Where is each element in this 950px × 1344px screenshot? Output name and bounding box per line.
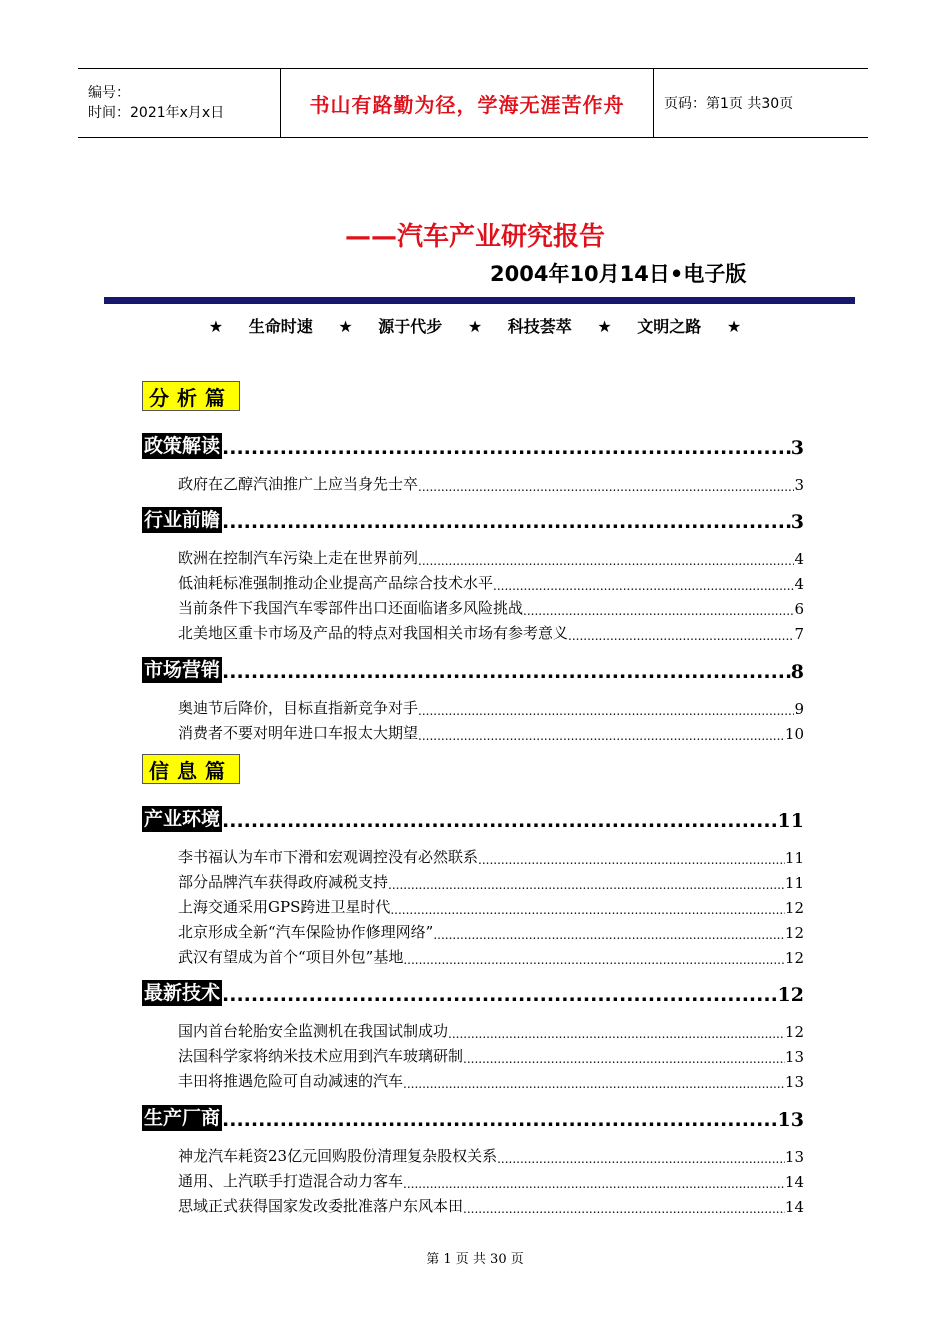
star-icon: ★ (597, 317, 612, 336)
slogan: 科技荟萃 (507, 317, 572, 336)
dot-leader (403, 1177, 785, 1191)
star-icon: ★ (467, 317, 483, 336)
dot-leader (418, 480, 794, 494)
toc-page-number: 7 (794, 625, 804, 643)
toc-entry[interactable] (178, 696, 804, 718)
toc-page-number: 12 (784, 924, 804, 942)
dot-leader (418, 554, 794, 568)
toc-page-number: 12 (784, 949, 804, 967)
toc-entry-title: 政府在乙醇汽油推广上应当身先士卒 (178, 475, 419, 493)
toc-page-number: 3 (790, 437, 804, 459)
toc-page-number: 4 (794, 575, 804, 593)
toc-entry[interactable] (178, 596, 804, 618)
toc-section[interactable] (142, 507, 804, 533)
toc-section[interactable] (142, 806, 804, 832)
toc-page-number: 13 (784, 1073, 804, 1091)
toc-entry[interactable] (178, 1044, 804, 1066)
header-page-cell (654, 69, 868, 137)
toc-page-number: 9 (794, 700, 804, 718)
toc-page-number: 3 (790, 511, 804, 533)
dot-leader (448, 1027, 785, 1041)
toc-section[interactable] (142, 657, 804, 683)
dot-leader (390, 903, 785, 917)
toc-page-number: 4 (794, 550, 804, 568)
toc-entry[interactable] (178, 945, 804, 967)
toc-entry-title: 丰田将推遇危险可自动减速的汽车 (178, 1072, 404, 1090)
toc-entry-title: 低油耗标准强制推动企业提高产品综合技术水平 (178, 574, 494, 592)
toc-entry[interactable] (178, 571, 804, 593)
dot-leader (222, 984, 778, 1006)
toc-entry-title: 上海交通采用GPS跨进卫星时代 (178, 898, 391, 916)
toc-entry[interactable] (178, 1169, 804, 1191)
dot-leader (523, 604, 794, 618)
report-title: ——汽车产业研究报告 (344, 222, 605, 252)
title-divider (104, 297, 855, 304)
toc-section[interactable] (142, 980, 804, 1006)
toc-section-title: 最新技术 (144, 982, 221, 1004)
header-motto: 书山有路勤为径，学海无涯苦作舟 (309, 92, 625, 117)
dot-leader (222, 810, 778, 832)
toc-page-number: 14 (784, 1173, 804, 1191)
star-icon: ★ (208, 317, 224, 336)
toc-entry-title: 李书福认为车市下滑和宏观调控没有必然联系 (178, 848, 479, 866)
toc-entry[interactable] (178, 895, 804, 917)
toc-page-number: 11 (777, 810, 804, 832)
toc-section-title: 生产厂商 (144, 1107, 221, 1129)
header-motto-cell (281, 69, 654, 137)
toc-page-number: 11 (784, 849, 804, 867)
toc-entry[interactable] (178, 721, 804, 743)
toc-page-number: 12 (777, 984, 804, 1006)
toc-page-number: 10 (784, 725, 804, 743)
header-meta-cell (78, 69, 281, 137)
dot-leader (493, 579, 794, 593)
dot-leader (418, 729, 785, 743)
toc-entry-title: 北美地区重卡市场及产品的特点对我国相关市场有参考意义 (178, 624, 569, 642)
toc-section-title: 行业前瞻 (144, 509, 221, 531)
star-icon: ★ (338, 317, 353, 336)
toc-entry[interactable] (178, 1069, 804, 1091)
toc-section[interactable] (142, 1105, 804, 1131)
toc-section[interactable] (142, 433, 804, 459)
part-label-analysis: 分析篇 (142, 381, 240, 411)
toc-page-number: 14 (784, 1198, 804, 1216)
toc-entry[interactable] (178, 870, 804, 892)
dot-leader (403, 1077, 785, 1091)
document-time-label: 时间：2021年x月x日 (88, 105, 225, 121)
slogan: 生命时速 (248, 317, 313, 336)
toc-page-number: 3 (794, 476, 804, 494)
dot-leader (222, 1109, 778, 1131)
toc-section-title: 产业环境 (144, 808, 221, 830)
star-icon: ★ (726, 317, 742, 336)
dot-leader (403, 953, 785, 967)
toc-entry-title: 国内首台轮胎安全监测机在我国试制成功 (178, 1022, 449, 1040)
toc-entry[interactable] (178, 546, 804, 568)
dot-leader (433, 928, 785, 942)
toc-entry[interactable] (178, 1144, 804, 1166)
toc-entry[interactable] (178, 845, 804, 867)
header-table (78, 68, 868, 138)
page-footer: 第 1 页 共 30 页 (426, 1252, 524, 1267)
toc-entry-title: 法国科学家将纳米技术应用到汽车玻璃研制 (178, 1047, 464, 1065)
dot-leader (463, 1202, 785, 1216)
toc-page-number: 11 (784, 874, 804, 892)
report-date: 2004年10月14日•电子版 (490, 262, 747, 286)
toc-entry-title: 当前条件下我国汽车零部件出口还面临诸多风险挑战 (178, 599, 524, 617)
toc-page-number: 12 (784, 1023, 804, 1041)
toc-page-number: 8 (790, 661, 804, 683)
document-number-label: 编号： (88, 85, 130, 101)
toc-entry-title: 通用、上汽联手打造混合动力客车 (178, 1172, 404, 1190)
toc-entry-title: 消费者不要对明年进口车报太大期望 (178, 724, 419, 742)
toc-page-number: 12 (784, 899, 804, 917)
toc-entry[interactable] (178, 1194, 804, 1216)
slogan: 文明之路 (637, 317, 702, 336)
dot-leader (463, 1052, 785, 1066)
toc-page-number: 13 (777, 1109, 804, 1131)
toc-entry-title: 武汉有望成为首个“项目外包”基地 (178, 948, 404, 966)
toc-entry-title: 神龙汽车耗资23亿元回购股份清理复杂股权关系 (178, 1147, 498, 1165)
slogan: 源于代步 (378, 317, 443, 336)
toc-entry[interactable] (178, 621, 804, 643)
toc-entry-title: 思域正式获得国家发改委批准落户东风本田 (178, 1197, 464, 1215)
slogan-bar (0, 314, 950, 337)
dot-leader (222, 661, 791, 683)
toc-entry-title: 北京形成全新“汽车保险协作修理网络” (178, 923, 434, 941)
toc-page-number: 6 (794, 600, 804, 618)
toc-section-title: 政策解读 (144, 435, 221, 457)
toc-entry[interactable] (178, 920, 804, 942)
dot-leader (478, 853, 785, 867)
toc-entry-title: 欧洲在控制汽车污染上走在世界前列 (178, 549, 419, 567)
dot-leader (497, 1152, 785, 1166)
toc-entry-title: 奥迪节后降价，目标直指新竞争对手 (178, 699, 419, 717)
dot-leader (388, 878, 785, 892)
dot-leader (418, 704, 794, 718)
toc-entry[interactable] (178, 1019, 804, 1041)
dot-leader (568, 629, 794, 643)
toc-entry-title: 部分品牌汽车获得政府减税支持 (178, 873, 389, 891)
toc-page-number: 13 (784, 1148, 804, 1166)
header-page-info: 页码：第1页 共30页 (664, 96, 794, 112)
toc-page-number: 13 (784, 1048, 804, 1066)
toc-entry[interactable] (178, 472, 804, 494)
toc-section-title: 市场营销 (144, 659, 221, 681)
dot-leader (222, 511, 791, 533)
dot-leader (222, 437, 791, 459)
part-label-information: 信息篇 (142, 754, 240, 784)
